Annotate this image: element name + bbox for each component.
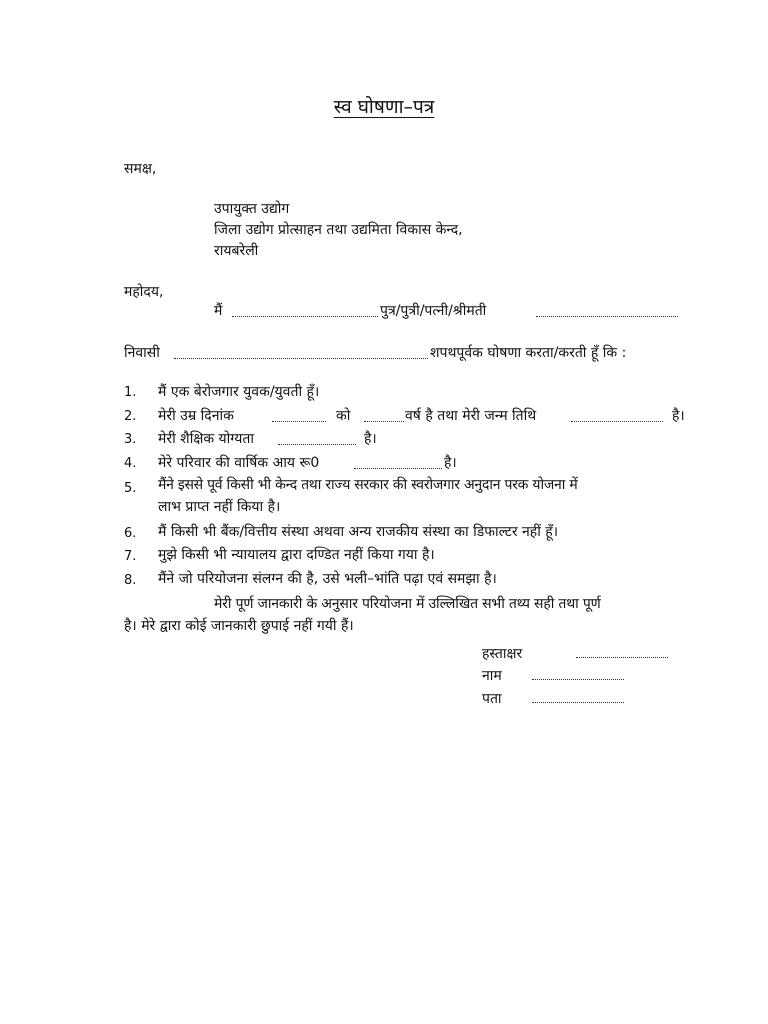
signature-address-blank [532, 690, 624, 703]
item-text: वर्ष है तथा मेरी जन्म तिथि [405, 408, 537, 424]
item-number: 3. [124, 432, 137, 447]
item-number: 1. [124, 385, 137, 400]
item-number: 6. [124, 526, 137, 541]
item-number: 8. [124, 573, 137, 588]
signature-blank [576, 645, 668, 658]
address-blank [174, 346, 428, 359]
addressee-line-1: उपायुक्त उद्योग [214, 201, 290, 217]
intro-relation: पुत्र/पुत्री/पत्नी/श्रीमती [380, 303, 487, 319]
item-number: 7. [124, 549, 137, 564]
item-text: को [336, 408, 351, 424]
intro-resident: निवासी [124, 345, 160, 361]
salutation-to: समक्ष, [124, 161, 157, 177]
closing-line-1: मेरी पूर्ण जानकारी के अनुसार परियोजना में उल्लिखित सभी तथ्य सही तथा पूर्ण [214, 596, 601, 612]
item-text: मुझे किसी भी न्यायालय द्वारा दण्डित नहीं किया गया है। [158, 547, 435, 563]
name-label: नाम [482, 668, 502, 684]
item-text: मैंने इससे पूर्व किसी भी केन्द तथा राज्य सरकार की स्वरोजगार अनुदान परक योजना में [158, 477, 578, 493]
item-text: है। [672, 408, 685, 424]
intro-me: मैं [214, 303, 223, 319]
name-row [0, 667, 768, 685]
dob-blank [571, 409, 663, 422]
date-blank [272, 409, 326, 422]
item-number: 2. [124, 409, 137, 424]
signature-label: हस्ताक्षर [482, 646, 523, 662]
item-text: मेरे परिवार की वार्षिक आय रू0 [158, 455, 320, 471]
item-text: मेरी शैक्षिक योग्यता [158, 431, 254, 447]
addressee-line-2: जिला उद्योग प्रोत्साहन तथा उद्यमिता विकास केन्द, [214, 222, 463, 238]
item-text: है। [364, 431, 377, 447]
item-text: मैंने जो परियोजना संलग्न की है, उसे भली–भांति पढ़ा एवं समझा है। [158, 571, 497, 587]
item-number: 5. [124, 481, 137, 496]
intro-oath: शपथपूर्वक घोषणा करता/करती हूँ कि : [430, 345, 627, 361]
item-text: लाभ प्राप्त नहीं किया है। [158, 499, 281, 515]
item-text: है। [444, 455, 457, 471]
address-row [0, 690, 768, 708]
guardian-blank [536, 304, 678, 317]
item-text: मेरी उम्र दिनांक [158, 408, 234, 424]
name-blank [232, 304, 378, 317]
address-label: पता [482, 691, 502, 707]
age-blank [364, 409, 404, 422]
income-blank [354, 456, 442, 469]
qualification-blank [278, 432, 356, 445]
greeting: महोदय, [124, 284, 164, 300]
closing-line-2: है। मेरे द्वारा कोई जानकारी छुपाई नहीं गयी हैं। [124, 618, 354, 634]
item-text: मैं किसी भी बैंक/वित्तीय संस्था अथवा अन्य राजकीय संस्था का डिफाल्टर नहीं हूँ। [158, 524, 559, 540]
signature-row [0, 645, 768, 663]
item-number: 4. [124, 456, 137, 471]
page-title: स्व घोषणा–पत्र [333, 96, 435, 118]
signature-name-blank [532, 667, 624, 680]
item-text: मैं एक बेरोजगार युवक/युवती हूँ। [158, 384, 320, 400]
addressee-line-3: रायबरेली [214, 243, 259, 259]
